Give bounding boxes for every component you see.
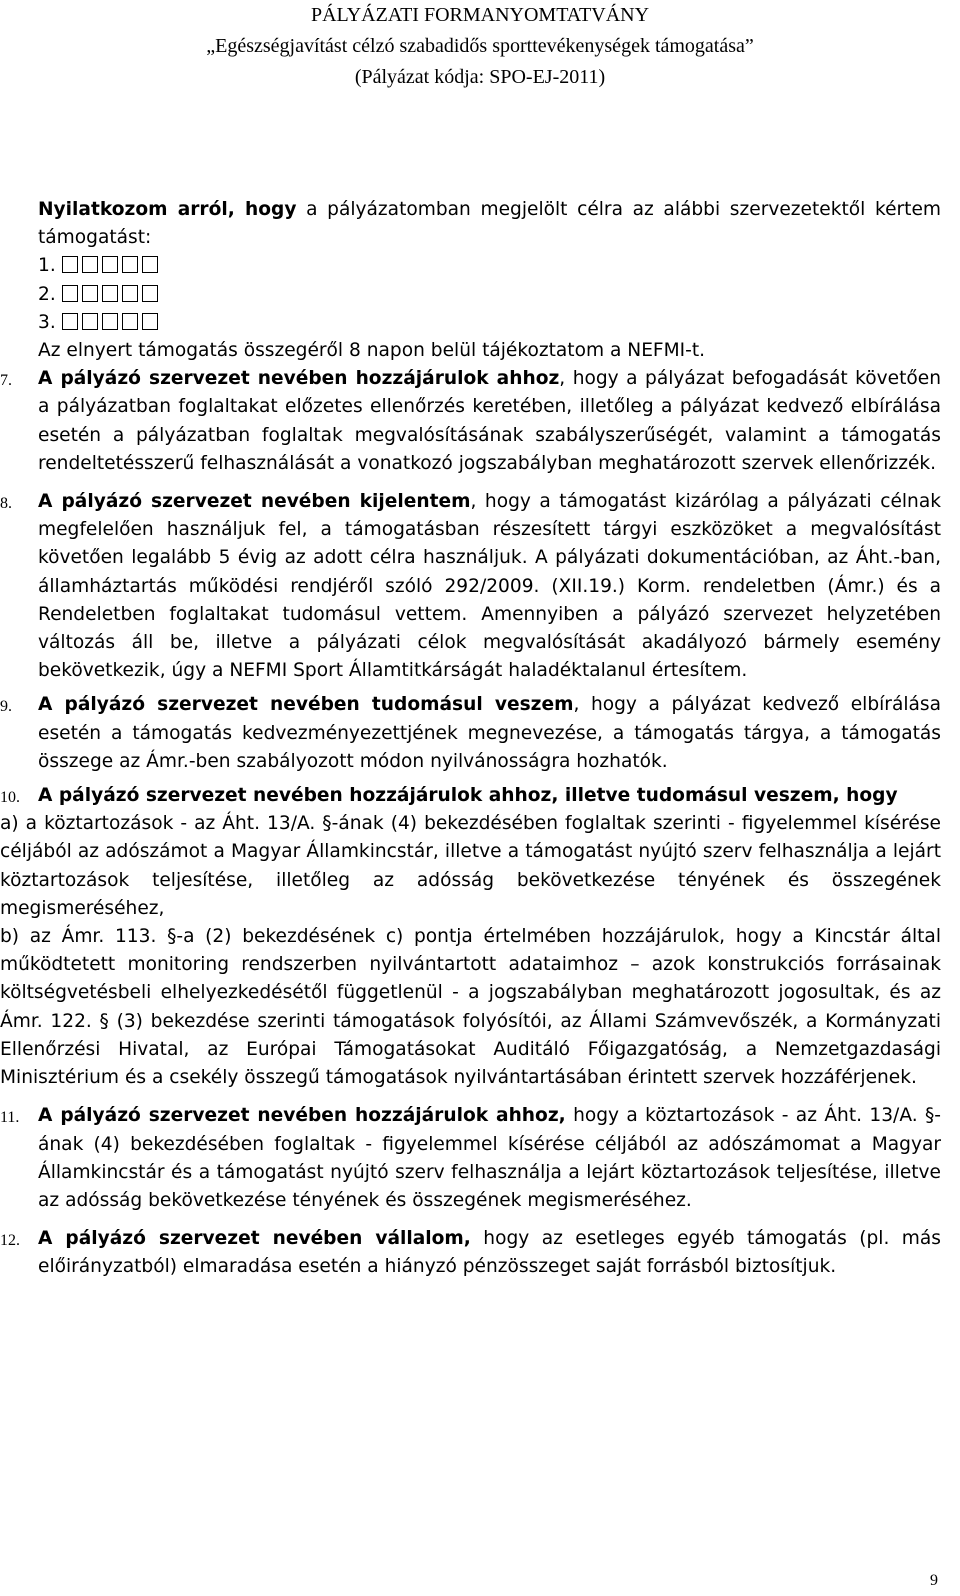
item-number: 7.: [0, 372, 12, 390]
item-bold: A pályázó szervezet nevében kijelentem: [38, 491, 471, 513]
item-bold: A pályázó szervezet nevében hozzájárulok ahhoz, illetve tudomásul veszem, hogy: [38, 785, 898, 807]
item-9: [0, 691, 941, 776]
item-bold: A pályázó szervezet nevében hozzájárulok ahhoz,: [38, 1105, 566, 1127]
support-list-item-3: 3.: [38, 309, 941, 337]
item-10-b: b) az Ámr. 113. §-a (2) bekezdésének c) pontja értelmében hozzájárulok, hogy a Kincstár által működtetett monitoring rendszerben nyilvántartott adataimhoz – azok konstrukciós forrásainak költségvetésbeli elhelyezkedésétől függetlenül - a jogszabályban meghatározott jogosultak, és az Ámr. 122. § (3) bekezdése szerinti támogatások folyósítói, az Állami Számvevőszék, a Kormányzati Ellenőrzési Hivatal, az Európai Támogatásokat Auditáló Főigazgatóság, a Nemzetgazdasági Minisztérium és a csekély összegű támogatások nyilvántartásában érintett szervek hozzáférjenek.: [0, 926, 941, 1089]
item-text: hogy a köztartozások - az Áht. 13/A. §-ának (4) bekezdésében foglaltak - figyelemmel kísérése céljából az adószámomat a Magyar Államkincstár és a támogatást nyújtó szerv felhasználja a lejárt köztartozások teljesítése, illetve az adósság bekövetkezése tényének és összegének megismeréséhez.: [38, 1105, 941, 1211]
support-list-item-1: 1.: [38, 252, 941, 280]
item-text: hogy az esetleges egyéb támogatás (pl. más előirányzatból) elmaradása esetén a hiányzó pénzösszeget saját forrásból biztosítjuk.: [38, 1228, 941, 1278]
item-bold: A pályázó szervezet nevében tudomásul veszem: [38, 694, 574, 716]
item-text: , hogy a pályázat kedvező elbírálása esetén a támogatás kedvezményezettjének megnevezése, a támogatás tárgya, a támogatás összege az Ámr.-ben szabályozott módon nyilvánosságra hozhatók.: [38, 694, 941, 772]
item-10-a: a) a köztartozások - az Áht. 13/A. §-ának (4) bekezdésében foglaltak szerinti - figyelemmel kísérése céljából az adószámot a Magyar Államkincstár, illetve a támogatást nyújtó szerv felhasználja a lejárt köztartozások teljesítése, illetőleg az adósság bekövetkezése tényének és összegének megismeréséhez,: [0, 813, 941, 919]
item-10: [0, 782, 941, 810]
item-text: , hogy a pályázat befogadását követően a pályázatban foglaltakat előzetes ellenőrzés keretében, illetőleg a pályázat kedvező elbírálása esetén a pályázatban foglaltak megvalósításának szabályszerűségét, valamint a támogatás rendeltetésszerű felhasználását a vonatkozó jogszabályban meghatározott szervek ellenőrizzék.: [38, 368, 941, 474]
item-8: [0, 488, 941, 685]
page-header: [0, 0, 960, 93]
item-number: 11.: [0, 1109, 20, 1127]
page-number: 9: [930, 1572, 938, 1589]
program-code: (Pályázat kódja: SPO-EJ-2011): [354, 66, 606, 88]
intro-text: a pályázatomban megjelölt célra az alábbi szervezetektől kértem támogatást:: [38, 199, 941, 249]
support-list-item-2: 2.: [38, 281, 941, 309]
item-number: 12.: [0, 1232, 20, 1250]
form-title: PÁLYÁZATI FORMANYOMTATVÁNY: [310, 4, 650, 26]
blank-boxes: [62, 284, 162, 305]
item-bold: A pályázó szervezet nevében hozzájárulok ahhoz: [38, 368, 560, 390]
intro-declaration: [38, 196, 941, 252]
notify-statement: Az elnyert támogatás összegéről 8 napon belül tájékoztatom a NEFMI-t.: [38, 340, 706, 362]
item-7: [0, 365, 941, 478]
blank-boxes: [62, 312, 162, 333]
item-text: , hogy a támogatást kizárólag a pályázati célnak megfelelően használjuk fel, a támogatásban részesített tárgyi eszközöket a megvalósítást követően legalább 5 évig az adott célra használjuk. A pályázati dokumentációban, az Áht.-ban, államháztartás működési rendjéről szóló 292/2009. (XII.19.) Korm. rendeletben (Ámr.) és a Rendeletben foglaltakat tudomásul vettem. Amennyiben a pályázó szervezet helyzetében változás áll be, illetve a pályázati célok megvalósítását akadályozó bármely esemény bekövetkezik, úgy a NEFMI Sport Államtitkárságát haladéktalanul értesítem.: [38, 491, 941, 682]
item-number: 9.: [0, 698, 12, 716]
item-bold: A pályázó szervezet nevében vállalom,: [38, 1228, 471, 1250]
intro-bold: Nyilatkozom arról, hogy: [38, 199, 297, 220]
item-11: [0, 1102, 941, 1215]
document-body: [0, 196, 941, 1282]
item-number: 10.: [0, 789, 20, 807]
item-12: [0, 1225, 941, 1281]
blank-boxes: [62, 255, 162, 276]
program-title: „Egészségjavítást célzó szabadidős sporttevékenységek támogatása”: [206, 35, 754, 57]
item-number: 8.: [0, 495, 12, 513]
